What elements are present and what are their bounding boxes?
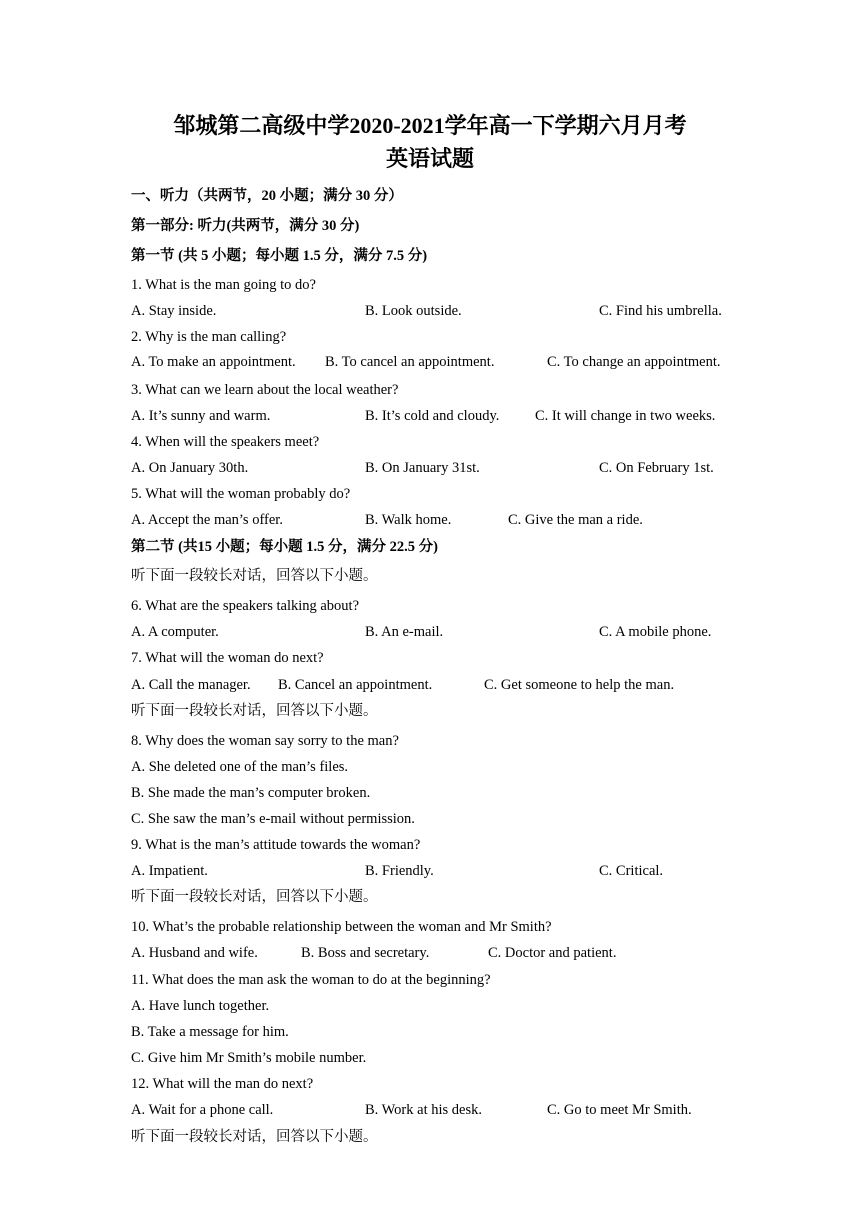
exam-title-line1: 邹城第二高级中学2020-2021学年高一下学期六月月考	[173, 113, 687, 138]
listen-instruction: 听下面一段较长对话，回答以下小题。	[131, 889, 378, 905]
question-6-option-b: B. An e-mail.	[365, 624, 444, 640]
question-8: 8. Why does the woman say sorry to the man?	[131, 733, 399, 749]
section1-heading: 第一节 (共 5 小题；每小题 1.5 分，满分 7.5 分)	[131, 248, 428, 264]
question-12-option-a: A. Wait for a phone call.	[131, 1102, 274, 1118]
question-1-option-c: C. Find his umbrella.	[599, 303, 722, 319]
question-9: 9. What is the man’s attitude towards the woman?	[131, 837, 421, 853]
exam-title-line2: 英语试题	[385, 146, 474, 171]
question-12: 12. What will the man do next?	[131, 1076, 314, 1092]
question-5-option-a: A. Accept the man’s offer.	[131, 512, 283, 528]
question-10-option-c: C. Doctor and patient.	[488, 945, 617, 961]
question-2-option-b: B. To cancel an appointment.	[325, 354, 495, 370]
question-10-option-a: A. Husband and wife.	[131, 945, 258, 961]
question-11-option-a: A. Have lunch together.	[131, 998, 270, 1014]
part1-heading: 一、听力（共两节，20 小题；满分 30 分）	[131, 188, 403, 204]
question-5-option-c: C. Give the man a ride.	[508, 512, 643, 528]
question-7: 7. What will the woman do next?	[131, 650, 324, 666]
question-12-option-b: B. Work at his desk.	[365, 1102, 482, 1118]
question-8-option-c: C. She saw the man’s e-mail without permission.	[131, 811, 415, 827]
question-4-option-a: A. On January 30th.	[131, 460, 249, 476]
question-1-option-b: B. Look outside.	[365, 303, 462, 319]
question-11: 11. What does the man ask the woman to do at the beginning?	[131, 972, 491, 988]
question-11-option-c: C. Give him Mr Smith’s mobile number.	[131, 1050, 367, 1066]
listen-instruction: 听下面一段较长对话，回答以下小题。	[131, 1129, 378, 1145]
question-5: 5. What will the woman probably do?	[131, 486, 351, 502]
question-6-option-a: A. A computer.	[131, 624, 219, 640]
question-2: 2. Why is the man calling?	[131, 329, 287, 345]
question-10: 10. What’s the probable relationship between the woman and Mr Smith?	[131, 919, 552, 935]
listen-instruction: 听下面一段较长对话，回答以下小题。	[131, 703, 378, 719]
question-8-option-b: B. She made the man’s computer broken.	[131, 785, 371, 801]
question-3-option-a: A. It’s sunny and warm.	[131, 408, 271, 424]
question-7-option-c: C. Get someone to help the man.	[484, 677, 675, 693]
question-1-option-a: A. Stay inside.	[131, 303, 217, 319]
question-4-option-b: B. On January 31st.	[365, 460, 480, 476]
question-2-option-a: A. To make an appointment.	[131, 354, 296, 370]
question-2-option-c: C. To change an appointment.	[547, 354, 721, 370]
question-6: 6. What are the speakers talking about?	[131, 598, 360, 614]
question-1: 1. What is the man going to do?	[131, 277, 316, 293]
question-5-option-b: B. Walk home.	[365, 512, 452, 528]
question-11-option-b: B. Take a message for him.	[131, 1024, 289, 1040]
section2-heading: 第二节 (共15 小题；每小题 1.5 分，满分 22.5 分)	[131, 539, 438, 555]
part1-subheading: 第一部分: 听力(共两节，满分 30 分)	[131, 218, 360, 234]
question-9-option-c: C. Critical.	[599, 863, 664, 879]
question-4-option-c: C. On February 1st.	[599, 460, 714, 476]
question-7-option-a: A. Call the manager.	[131, 677, 251, 693]
question-9-option-b: B. Friendly.	[365, 863, 434, 879]
question-4: 4. When will the speakers meet?	[131, 434, 320, 450]
listen-instruction: 听下面一段较长对话，回答以下小题。	[131, 568, 378, 584]
question-3: 3. What can we learn about the local weather?	[131, 382, 399, 398]
question-10-option-b: B. Boss and secretary.	[301, 945, 430, 961]
question-7-option-b: B. Cancel an appointment.	[278, 677, 433, 693]
question-12-option-c: C. Go to meet Mr Smith.	[547, 1102, 692, 1118]
question-3-option-b: B. It’s cold and cloudy.	[365, 408, 500, 424]
question-3-option-c: C. It will change in two weeks.	[535, 408, 716, 424]
question-8-option-a: A. She deleted one of the man’s files.	[131, 759, 349, 775]
question-6-option-c: C. A mobile phone.	[599, 624, 712, 640]
question-9-option-a: A. Impatient.	[131, 863, 208, 879]
